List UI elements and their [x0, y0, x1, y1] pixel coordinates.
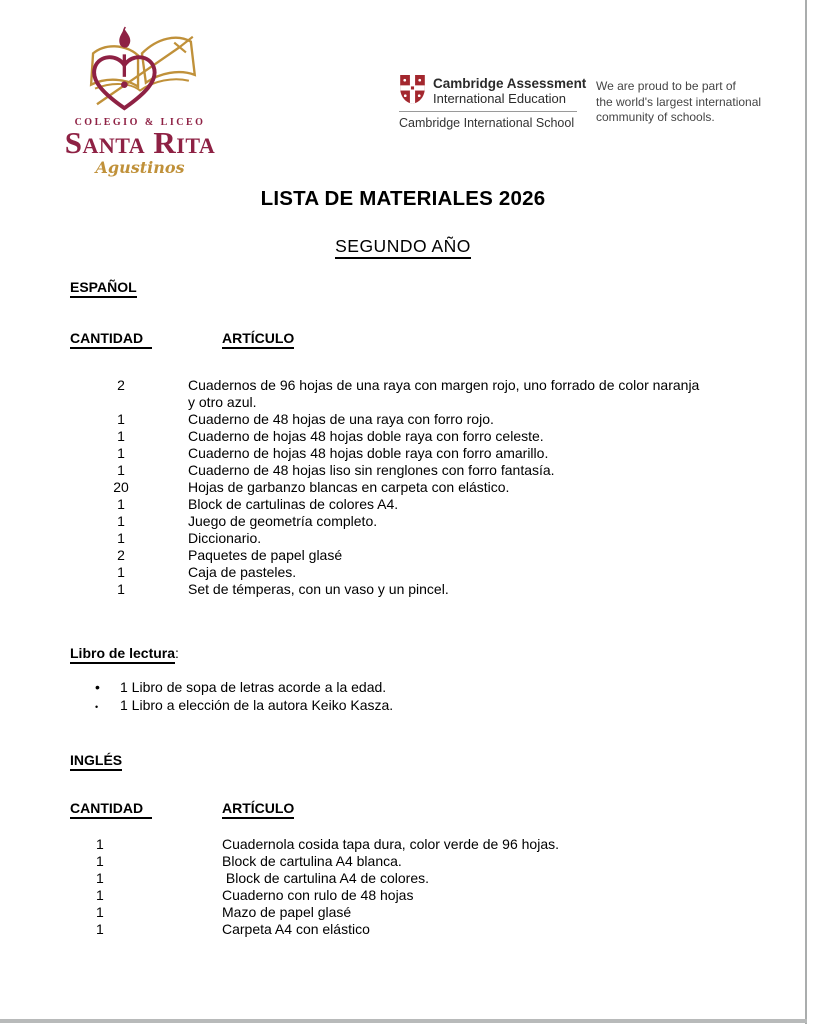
column-header-articulo: ARTÍCULO: [222, 330, 294, 349]
quantity-cell: 1: [96, 853, 104, 869]
quantity-cell: 2: [117, 547, 125, 563]
libro-lectura-list: [95, 678, 393, 716]
espanol-materials-table: [0, 377, 770, 598]
table-row: [0, 411, 770, 428]
bullet-icon: •: [95, 679, 100, 695]
cambridge-tagline-line2: the world's largest international: [596, 94, 762, 109]
quantity-cell: 1: [96, 904, 104, 920]
table-row: [0, 479, 770, 496]
table-row: [0, 428, 770, 445]
table-row: [0, 445, 770, 462]
article-cell: Carpeta A4 con elástico: [222, 921, 370, 937]
bullet-icon: •: [95, 702, 99, 712]
article-cell: Cuaderno de hojas 48 hojas doble raya con forro amarillo.: [188, 445, 549, 461]
article-cell: Hojas de garbanzo blancas en carpeta con elástico.: [188, 479, 510, 495]
quantity-cell: 1: [117, 428, 125, 444]
article-cell: Cuaderno de 48 hojas de una raya con forro rojo.: [188, 411, 494, 427]
table-row: [0, 462, 770, 479]
logo-colegio-liceo-text: COLEGIO & LICEO: [74, 117, 206, 128]
table-row: [0, 581, 770, 598]
quantity-cell: 1: [117, 581, 125, 597]
quantity-cell: 1: [96, 870, 104, 886]
quantity-cell: 1: [117, 411, 125, 427]
cambridge-tagline-line1: We are proud to be part of: [596, 79, 736, 93]
list-item: [95, 696, 393, 716]
article-cell: Cuadernola cosida tapa dura, color verde de 96 hojas.: [222, 836, 559, 852]
page-subtitle: SEGUNDO AÑO: [335, 236, 471, 259]
table-row: [0, 547, 770, 564]
article-cell: Block de cartulinas de colores A4.: [188, 496, 399, 512]
logo-school-name: Santa Rita: [64, 125, 216, 160]
cambridge-brand-line2: International Education: [433, 91, 566, 106]
section-heading-libro-lectura: Libro de lectura:: [70, 645, 179, 664]
article-cell: Block de cartulina A4 de colores.: [222, 870, 430, 886]
page-edge-bottom: [0, 1019, 807, 1023]
column-header-cantidad: CANTIDAD: [70, 330, 152, 349]
article-cell: Mazo de papel glasé: [222, 904, 352, 920]
article-cell: Juego de geometría completo.: [188, 513, 378, 529]
article-cell: Paquetes de papel glasé: [188, 547, 343, 563]
article-cell: Cuadernos de 96 hojas de una raya con margen rojo, uno forrado de color naranja y otro azul.: [188, 377, 704, 410]
cambridge-shield-icon: [399, 74, 426, 105]
column-header-cantidad: CANTIDAD: [70, 800, 152, 819]
cambridge-school-type: Cambridge International School: [399, 116, 575, 130]
table-row: [0, 853, 770, 870]
list-item-text: 1 Libro a elección de la autora Keiko Kasza.: [120, 697, 394, 713]
page-subtitle-wrap: [0, 236, 806, 259]
quantity-cell: 1: [117, 530, 125, 546]
quantity-cell: 1: [96, 836, 104, 852]
section-heading-espanol: ESPAÑOL: [70, 279, 137, 298]
article-cell: Cuaderno de hojas 48 hojas doble raya con forro celeste.: [188, 428, 544, 444]
quantity-cell: 20: [113, 479, 129, 495]
logo-agustinos-text: Agustinos: [95, 158, 185, 177]
article-cell: Block de cartulina A4 blanca.: [222, 853, 402, 869]
column-header-articulo: ARTÍCULO: [222, 800, 294, 819]
quantity-cell: 1: [117, 564, 125, 580]
school-logo: [57, 26, 223, 177]
article-cell: Caja de pasteles.: [188, 564, 297, 580]
quantity-cell: 1: [117, 496, 125, 512]
cambridge-divider: [399, 111, 577, 112]
article-cell: Diccionario.: [188, 530, 262, 546]
heart-book-emblem-icon: [77, 26, 203, 114]
page-title: LISTA DE MATERIALES 2026: [260, 187, 546, 210]
section-heading-ingles: INGLÉS: [70, 752, 122, 771]
quantity-cell: 1: [96, 887, 104, 903]
cambridge-tagline: [596, 79, 781, 126]
cambridge-brand-line1: Cambridge Assessment: [433, 76, 587, 91]
table-row: [0, 870, 770, 887]
quantity-cell: 1: [117, 462, 125, 478]
list-item-text: 1 Libro de sopa de letras acorde a la edad.: [120, 679, 387, 695]
ingles-materials-table: [0, 836, 770, 938]
quantity-cell: 1: [117, 513, 125, 529]
page-edge-right: [805, 0, 807, 1024]
quantity-cell: 2: [117, 377, 125, 393]
table-row: [0, 530, 770, 547]
table-row: [0, 904, 770, 921]
article-cell: Cuaderno de 48 hojas liso sin renglones con forro fantasía.: [188, 462, 555, 478]
quantity-cell: 1: [117, 445, 125, 461]
libro-colon: :: [175, 645, 179, 661]
table-row: [0, 887, 770, 904]
table-row: [0, 513, 770, 530]
article-cell: Cuaderno con rulo de 48 hojas: [222, 887, 414, 903]
quantity-cell: 1: [96, 921, 104, 937]
cambridge-block: [399, 74, 587, 130]
table-row: [0, 564, 770, 581]
cambridge-tagline-line3: community of schools.: [596, 110, 715, 124]
table-row: [0, 496, 770, 513]
table-row: [0, 921, 770, 938]
table-row: [0, 836, 770, 853]
article-cell: Set de témperas, con un vaso y un pincel.: [188, 581, 449, 597]
table-row: [0, 377, 770, 411]
list-item: [95, 678, 393, 696]
